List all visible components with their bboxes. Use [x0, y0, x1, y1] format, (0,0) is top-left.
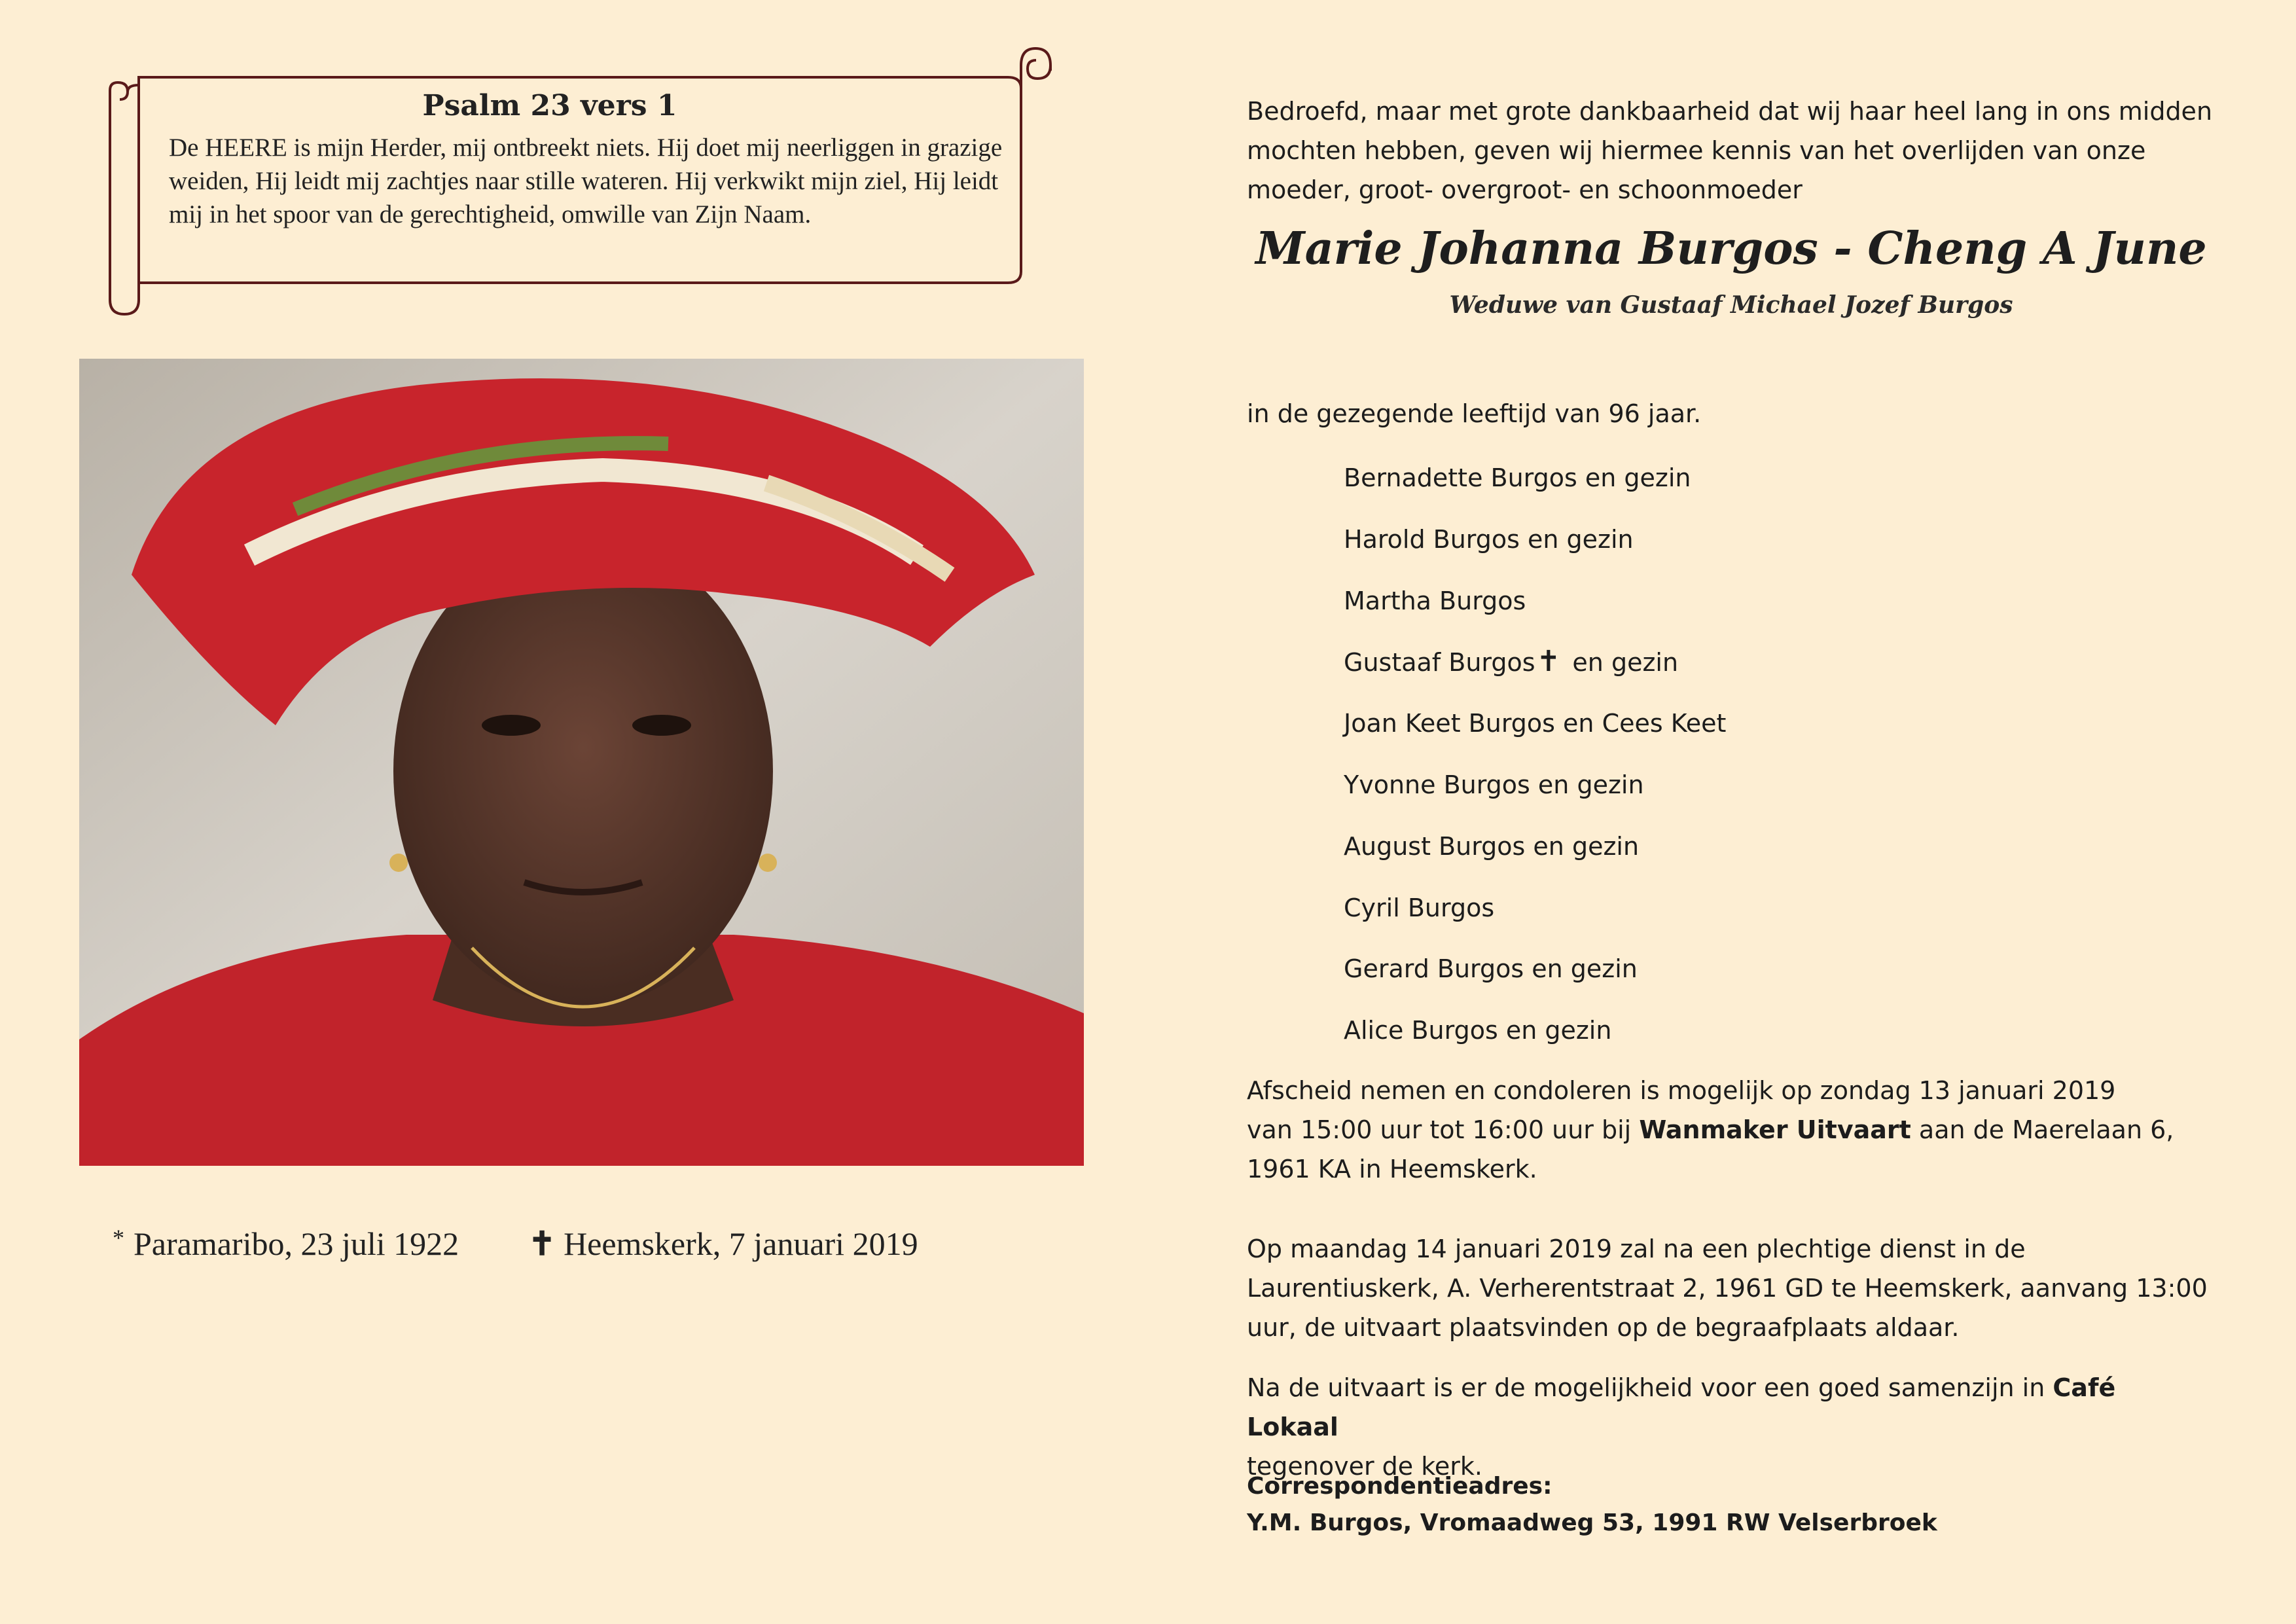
- funeral-home-name: Wanmaker Uitvaart: [1639, 1115, 1911, 1144]
- death-cross-icon: ✝: [528, 1225, 556, 1262]
- service-paragraph: Op maandag 14 januari 2019 zal na een plechtige dienst in de Laurentiuskerk, A. Verherentstraat 2, 1961 GD te Heemskerk, aanvang 13:00 uur, de uitvaart plaatsvinden op de begraafplaats aldaar.: [1247, 1235, 2208, 1342]
- farewell-line-2: van 15:00 uur tot 16:00 uur bij: [1247, 1115, 1632, 1144]
- family-member-name: Gustaaf Burgos: [1344, 648, 1535, 677]
- correspondence-address: [1247, 1468, 1937, 1542]
- birth-symbol: *: [113, 1225, 124, 1251]
- family-member: Gerard Burgos en gezin: [1344, 954, 1638, 984]
- correspondence-label: Correspondentieadres:: [1247, 1473, 1552, 1500]
- portrait-image: [79, 359, 1084, 1166]
- family-member: Bernadette Burgos en gezin: [1344, 463, 1691, 492]
- family-member: [1344, 641, 1726, 702]
- birth-place-date: Paramaribo, 23 juli 1922: [134, 1225, 459, 1262]
- life-dates: [113, 1224, 918, 1263]
- widow-of: Weduwe van Gustaaf Michael Jozef Burgos: [1449, 291, 2013, 319]
- psalm-text: De HEERE is mijn Herder, mij ontbreekt niets. Hij doet mij neerliggen in grazige weiden, Hij leidt mij zachtjes naar stille wateren. Hij verkwikt mijn ziel, Hij leidt mij in het spoor van de gerechtigheid, omwille van Zijn Naam.: [169, 134, 1003, 228]
- family-list: [1344, 457, 1726, 1071]
- family-member: Cyril Burgos: [1344, 893, 1495, 922]
- family-member: Joan Keet Burgos en Cees Keet: [1344, 709, 1727, 738]
- psalm-title: Psalm 23 vers 1: [422, 89, 677, 122]
- portrait-photo: [79, 359, 1084, 1166]
- family-member: Yvonne Burgos en gezin: [1344, 770, 1644, 799]
- farewell-paragraph: [1247, 1071, 2215, 1189]
- family-member-suffix: en gezin: [1572, 648, 1679, 677]
- death-place-date: Heemskerk, 7 januari 2019: [564, 1225, 918, 1262]
- family-member: Harold Burgos en gezin: [1344, 524, 1634, 554]
- farewell-line-1: Afscheid nemen en condoleren is mogelijk op zondag 13 januari 2019: [1247, 1076, 2116, 1105]
- gathering-text-end: tegenover de kerk.: [1247, 1452, 1482, 1481]
- family-member: August Burgos en gezin: [1344, 831, 1640, 861]
- gathering-text: Na de uitvaart is er de mogelijkheid voor een goed samenzijn in: [1247, 1373, 2045, 1402]
- family-member: Alice Burgos en gezin: [1344, 1016, 1612, 1045]
- farewell-line-3: 1961 KA in Heemskerk.: [1247, 1155, 1537, 1183]
- farewell-line-2-end: aan de Maerelaan 6,: [1918, 1115, 2174, 1144]
- age-line: in de gezegende leeftijd van 96 jaar.: [1247, 399, 1702, 428]
- cross-icon: ✝: [1536, 645, 1561, 679]
- venue-name: Café Lokaal: [1247, 1373, 2116, 1441]
- family-member: Martha Burgos: [1344, 586, 1526, 615]
- intro-text: Bedroefd, maar met grote dankbaarheid dat wij haar heel lang in ons midden mochten hebben, geven wij hiermee kennis van het overlijden van onze moeder, groot- overgroot- en schoonmoeder: [1247, 97, 2213, 204]
- deceased-name: Marie Johanna Burgos - Cheng A June: [1255, 223, 2207, 275]
- correspondence-line: Y.M. Burgos, Vromaadweg 53, 1991 RW Velserbroek: [1247, 1509, 1937, 1536]
